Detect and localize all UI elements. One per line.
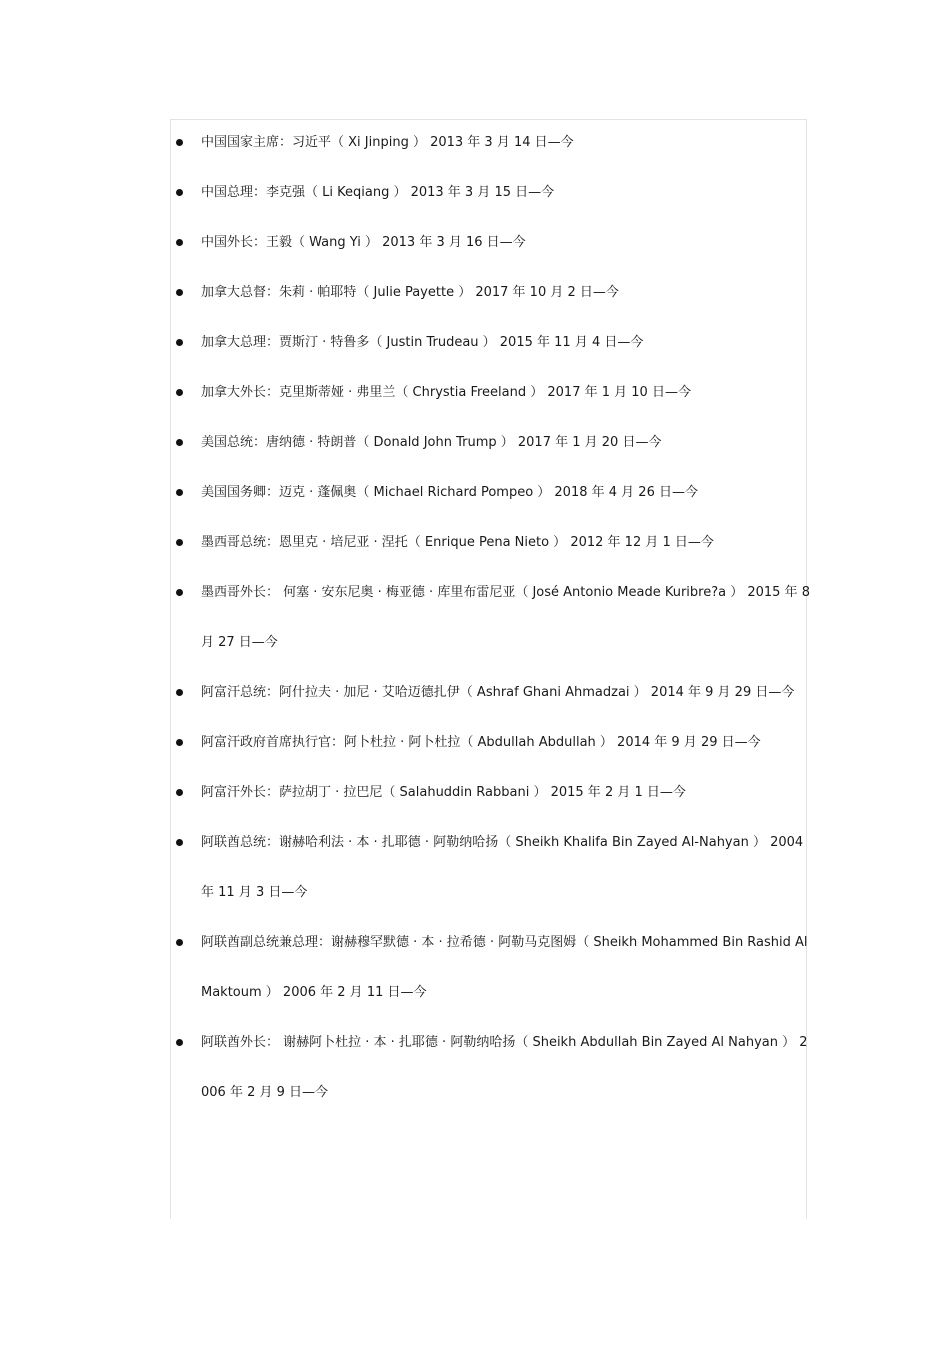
list-item [170,268,810,318]
bullet-icon [176,939,183,946]
bullet-icon [176,189,183,196]
list-item [170,118,810,168]
list-item-text: 加拿大总理：贾斯汀 · 特鲁多（ Justin Trudeau ） 2015 年 11 月 4 日—今 [201,335,644,350]
list-item [170,218,810,268]
bullet-icon [176,389,183,396]
list-item [170,518,810,568]
list-item-text: 加拿大总督：朱莉 · 帕耶特（ Julie Payette ） 2017 年 10 月 2 日—今 [201,285,619,300]
bullet-icon [176,139,183,146]
bullet-icon [176,489,183,496]
list-item [170,568,810,668]
list-item-text: 阿富汗政府首席执行官：阿卜杜拉 · 阿卜杜拉（ Abdullah Abdullah ） 2014 年 9 月 29 日—今 [201,735,761,750]
list-item [170,318,810,368]
list-item-text: 中国外长：王毅（ Wang Yi ） 2013 年 3 月 16 日—今 [201,235,526,250]
list-item-text: 美国国务卿：迈克 · 蓬佩奥（ Michael Richard Pompeo ） 2018 年 4 月 26 日—今 [201,485,698,500]
list-item [170,718,810,768]
list-item-text: 美国总统：唐纳德 · 特朗普（ Donald John Trump ） 2017 年 1 月 20 日—今 [201,435,662,450]
list-item [170,918,810,1018]
bullet-icon [176,439,183,446]
bullet-icon [176,839,183,846]
bullet-icon [176,289,183,296]
list-item-text: 墨西哥总统：恩里克 · 培尼亚 · 涅托（ Enrique Pena Nieto ） 2012 年 12 月 1 日—今 [201,535,714,550]
list-item-text: 中国总理：李克强（ Li Keqiang ） 2013 年 3 月 15 日—今 [201,185,555,200]
list-item [170,768,810,818]
bullet-icon [176,339,183,346]
bullet-icon [176,689,183,696]
list-item [170,668,810,718]
list-item [170,418,810,468]
list-item-text: 阿富汗外长：萨拉胡丁 · 拉巴尼（ Salahuddin Rabbani ） 2015 年 2 月 1 日—今 [201,785,686,800]
list-item [170,468,810,518]
list-item [170,368,810,418]
bullet-icon [176,1039,183,1046]
bullet-icon [176,789,183,796]
bullet-icon [176,539,183,546]
leader-list [170,118,810,1118]
bullet-icon [176,589,183,596]
list-item-text: 加拿大外长：克里斯蒂娅 · 弗里兰（ Chrystia Freeland ） 2017 年 1 月 10 日—今 [201,385,691,400]
list-item-text: 墨西哥外长： 何塞 · 安东尼奥 · 梅亚德 · 库里布雷尼亚（ José Antonio Meade Kuribre?a ） 2015 年 8 月 27 日—今 [201,585,810,650]
list-item-text: 阿联酋总统：谢赫哈利法 · 本 · 扎耶德 · 阿勒纳哈扬（ Sheikh Khalifa Bin Zayed Al-Nahyan ） 2004 年 11 月 3 日—今 [201,835,804,900]
list-item-text: 中国国家主席：习近平（ Xi Jinping ） 2013 年 3 月 14 日—今 [201,135,574,150]
list-item-text: 阿富汗总统：阿什拉夫 · 加尼 · 艾哈迈德扎伊（ Ashraf Ghani Ahmadzai ） 2014 年 9 月 29 日—今 [201,685,795,700]
bullet-icon [176,239,183,246]
list-item [170,1018,810,1118]
list-item [170,168,810,218]
list-item-text: 阿联酋副总统兼总理：谢赫穆罕默德 · 本 · 拉希德 · 阿勒马克图姆（ Sheikh Mohammed Bin Rashid Al Maktoum ） 2006 年 2 月 11 日—今 [201,935,808,1000]
list-item [170,818,810,918]
list-item-text: 阿联酋外长： 谢赫阿卜杜拉 · 本 · 扎耶德 · 阿勒纳哈扬（ Sheikh Abdullah Bin Zayed Al Nahyan ） 2006 年 2 月 9 日—今 [201,1035,808,1100]
bullet-icon [176,739,183,746]
